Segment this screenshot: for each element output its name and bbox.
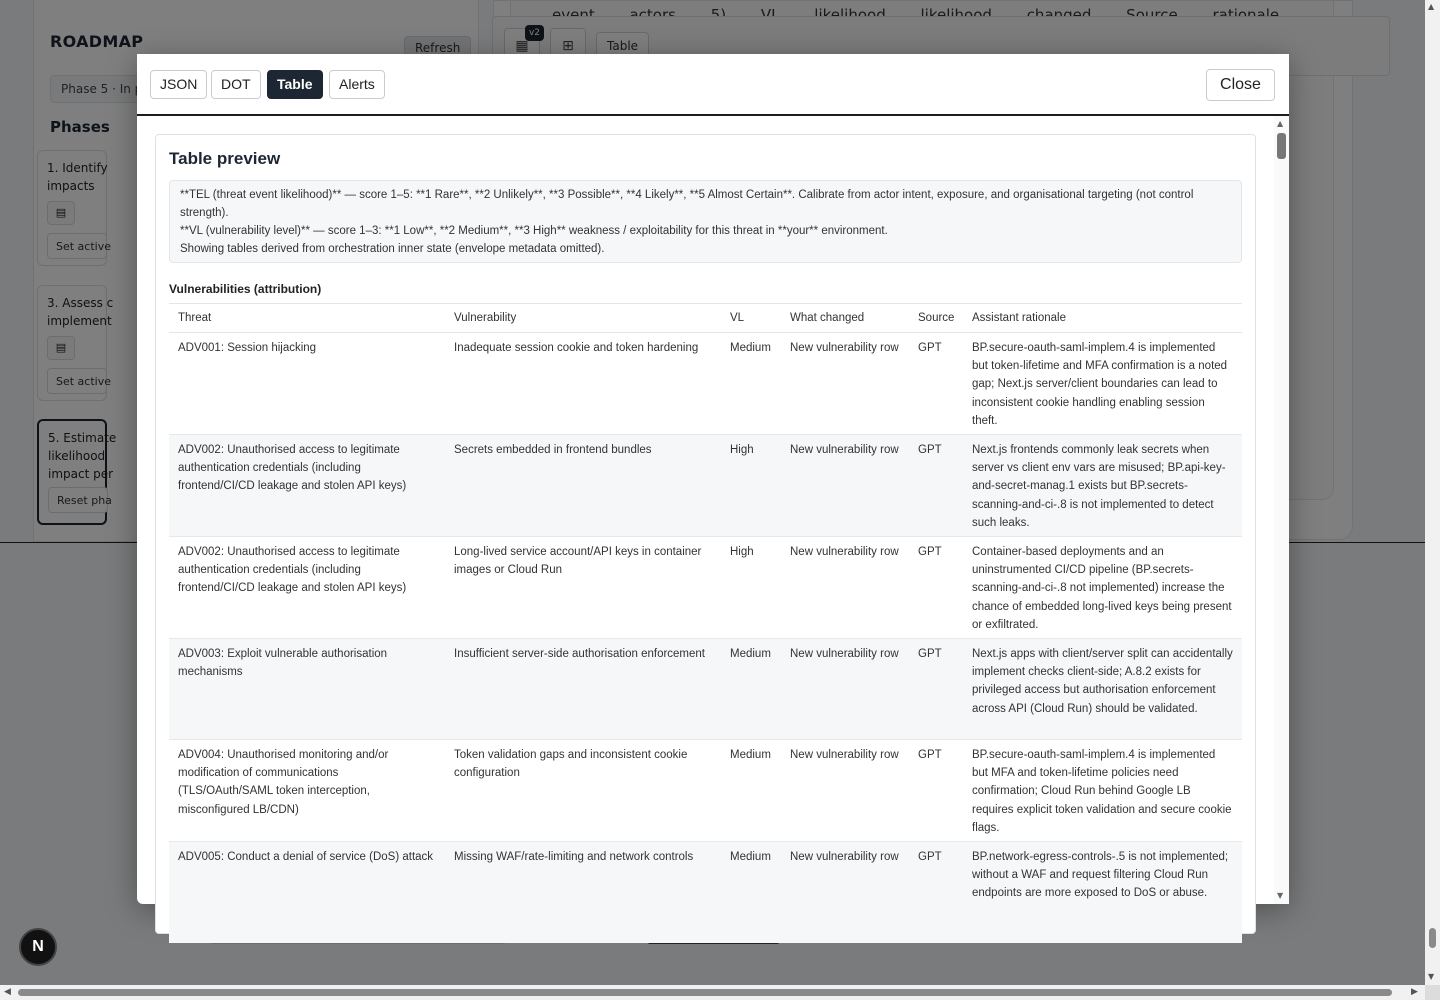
cell-vl: High	[721, 537, 781, 639]
cell-what-changed: New vulnerability row	[781, 435, 909, 537]
cell-what-changed: New vulnerability row	[781, 740, 909, 842]
modal-scrollbar-thumb[interactable]	[1277, 133, 1286, 159]
modal-body	[137, 116, 1274, 904]
cell-what-changed: New vulnerability row	[781, 842, 909, 943]
cell-source: GPT	[909, 537, 963, 639]
page-horizontal-scrollbar[interactable]	[0, 985, 1425, 1000]
cell-threat: ADV002: Unauthorised access to legitimate authentication credentials (including frontend/CI/CD leakage and stolen API keys)	[169, 537, 445, 639]
tab-alerts[interactable]: Alerts	[329, 70, 385, 99]
modal-scrollbar[interactable]	[1274, 116, 1289, 904]
cell-rationale: BP.secure-oauth-saml-implem.4 is implemented but MFA and token-lifetime policies need confirmation; Cloud Run behind Google LB requires explicit token validation and secure cookie flags.	[963, 740, 1242, 842]
cell-vulnerability: Insufficient server-side authorisation enforcement	[445, 639, 721, 740]
cell-rationale: Container-based deployments and an uninstrumented CI/CD pipeline (BP.secrets-scanning-and-ci-.8 not implemented) increase the chance of embedded long-lived keys being present or exfiltrated.	[963, 537, 1242, 639]
cell-threat: ADV003: Exploit vulnerable authorisation mechanisms	[169, 639, 445, 740]
scrollbar-corner	[1425, 985, 1440, 1000]
modal-header	[137, 54, 1289, 116]
column-header: VL	[721, 304, 781, 333]
tab-json[interactable]: JSON	[150, 70, 207, 99]
table-row	[169, 639, 1242, 740]
cell-what-changed: New vulnerability row	[781, 639, 909, 740]
column-header: Vulnerability	[445, 304, 721, 333]
table-row	[169, 333, 1242, 435]
cell-rationale: BP.secure-oauth-saml-implem.4 is implemented but token-lifetime and MFA confirmation is a noted gap; Next.js server/client boundaries can lead to inconsistent cookie handling enabling session theft.	[963, 333, 1242, 435]
cell-source: GPT	[909, 842, 963, 943]
page-vertical-scrollbar[interactable]	[1425, 0, 1440, 985]
cell-what-changed: New vulnerability row	[781, 537, 909, 639]
column-header: Assistant rationale	[963, 304, 1242, 333]
table-row	[169, 435, 1242, 537]
page-horizontal-scrollbar-thumb[interactable]	[18, 989, 1392, 996]
table-row	[169, 537, 1242, 639]
cell-vulnerability: Long-lived service account/API keys in container images or Cloud Run	[445, 537, 721, 639]
vulnerabilities-table	[169, 303, 1242, 943]
tab-table[interactable]: Table	[267, 70, 323, 99]
scroll-down-icon[interactable]: ▼	[1277, 891, 1284, 900]
notes-box	[169, 180, 1242, 263]
column-header: Source	[909, 304, 963, 333]
cell-threat: ADV002: Unauthorised access to legitimate authentication credentials (including frontend/CI/CD leakage and stolen API keys)	[169, 435, 445, 537]
note-source: Showing tables derived from orchestration inner state (envelope metadata omitted).	[180, 243, 605, 255]
table-header-row	[169, 304, 1242, 333]
cell-vulnerability: Token validation gaps and inconsistent cookie configuration	[445, 740, 721, 842]
panel-title: Table preview	[169, 149, 281, 168]
cell-vulnerability: Inadequate session cookie and token hardening	[445, 333, 721, 435]
table-modal	[137, 54, 1289, 904]
cell-threat: ADV001: Session hijacking	[169, 333, 445, 435]
column-header: What changed	[781, 304, 909, 333]
cell-source: GPT	[909, 639, 963, 740]
section-title: Vulnerabilities (attribution)	[169, 282, 322, 296]
cell-vulnerability: Secrets embedded in frontend bundles	[445, 435, 721, 537]
dev-tools-badge[interactable]: N	[19, 928, 57, 966]
table-row	[169, 740, 1242, 842]
cell-vl: High	[721, 435, 781, 537]
cell-source: GPT	[909, 435, 963, 537]
table-row	[169, 842, 1242, 943]
close-button[interactable]: Close	[1206, 69, 1275, 101]
tab-dot[interactable]: DOT	[211, 70, 261, 99]
scroll-up-icon[interactable]: ▲	[1277, 119, 1284, 128]
note-vl: **VL (vulnerability level)** — score 1–3: **1 Low**, **2 Medium**, **3 High** weakness / exploitability for this threat in **your** environment.	[180, 225, 888, 237]
cell-source: GPT	[909, 740, 963, 842]
page-vertical-scrollbar-thumb[interactable]	[1429, 928, 1436, 948]
cell-vl: Medium	[721, 333, 781, 435]
cell-vl: Medium	[721, 740, 781, 842]
scroll-up-icon[interactable]: ▲	[1428, 2, 1435, 11]
cell-rationale: Next.js apps with client/server split can accidentally implement checks client-side; A.8.2 exists for privileged access but authorisation enforcement across API (Cloud Run) should be validated.	[963, 639, 1242, 740]
cell-rationale: BP.network-egress-controls-.5 is not implemented; without a WAF and request filtering Cloud Run endpoints are more exposed to DoS or abuse.	[963, 842, 1242, 943]
note-tel: **TEL (threat event likelihood)** — score 1–5: **1 Rare**, **2 Unlikely**, **3 Possible**, **4 Likely**, **5 Almost Certain**. Calibrate from actor intent, exposure, and organisational targeting (not control strength).	[180, 189, 1194, 219]
scroll-left-icon[interactable]: ◀	[4, 987, 11, 997]
scroll-down-icon[interactable]: ▼	[1428, 972, 1435, 981]
cell-threat: ADV005: Conduct a denial of service (DoS) attack	[169, 842, 445, 943]
cell-vulnerability: Missing WAF/rate-limiting and network controls	[445, 842, 721, 943]
column-header: Threat	[169, 304, 445, 333]
cell-source: GPT	[909, 333, 963, 435]
cell-what-changed: New vulnerability row	[781, 333, 909, 435]
cell-vl: Medium	[721, 842, 781, 943]
table-preview-panel	[155, 134, 1256, 934]
cell-threat: ADV004: Unauthorised monitoring and/or modification of communications (TLS/OAuth/SAML token interception, misconfigured LB/CDN)	[169, 740, 445, 842]
scroll-right-icon[interactable]: ▶	[1411, 987, 1418, 997]
cell-vl: Medium	[721, 639, 781, 740]
cell-rationale: Next.js frontends commonly leak secrets when server vs client env vars are misused; BP.api-key-and-secret-manag.1 exists but BP.secrets-scanning-and-ci-.8 is not implemented to detect such leaks.	[963, 435, 1242, 537]
